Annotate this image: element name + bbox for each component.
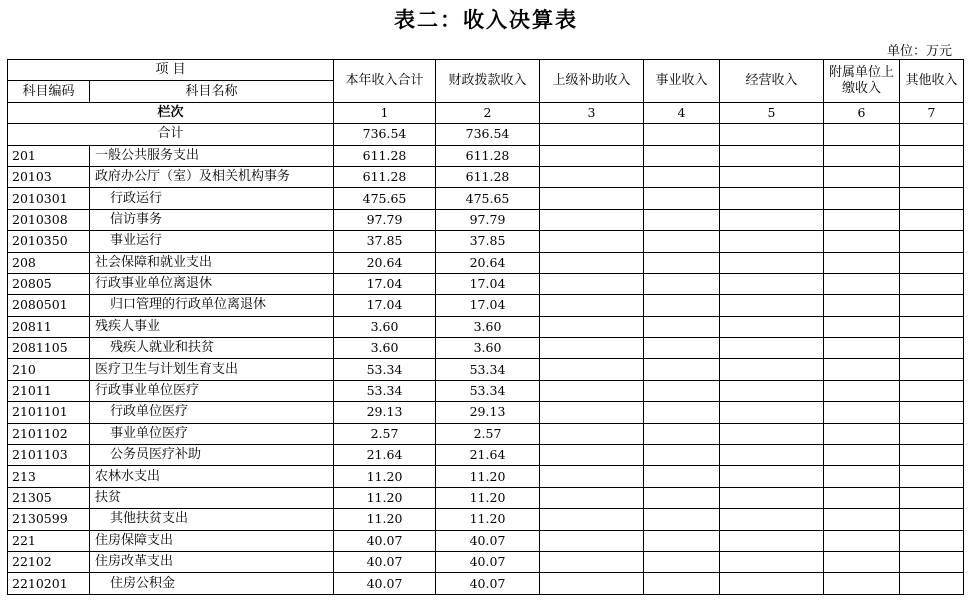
- index-5: 5: [720, 102, 824, 123]
- row-col5: [720, 316, 824, 337]
- row-col1: 40.07: [334, 573, 436, 594]
- row-code: 201: [8, 145, 90, 166]
- header-col1: 本年收入合计: [334, 60, 436, 103]
- row-col5: [720, 423, 824, 444]
- row-code: 2010301: [8, 188, 90, 209]
- row-col5: [720, 573, 824, 594]
- row-col2: 53.34: [436, 359, 540, 380]
- row-col2: 40.07: [436, 530, 540, 551]
- row-name: 其他扶贫支出: [90, 509, 334, 530]
- row-name: 扶贫: [90, 487, 334, 508]
- table-row: [8, 338, 964, 359]
- row-col4: [644, 530, 720, 551]
- total-col3: [540, 124, 644, 145]
- row-name: 残疾人事业: [90, 316, 334, 337]
- row-col7: [900, 445, 964, 466]
- row-col3: [540, 423, 644, 444]
- row-col4: [644, 359, 720, 380]
- table-row: [8, 209, 964, 230]
- row-col4: [644, 316, 720, 337]
- row-col1: 20.64: [334, 252, 436, 273]
- row-col7: [900, 509, 964, 530]
- row-col4: [644, 573, 720, 594]
- row-col1: 21.64: [334, 445, 436, 466]
- row-col4: [644, 188, 720, 209]
- table-row: [8, 316, 964, 337]
- row-code: 2101102: [8, 423, 90, 444]
- row-col3: [540, 573, 644, 594]
- total-col2: 736.54: [436, 124, 540, 145]
- row-col1: 3.60: [334, 316, 436, 337]
- table-row: [8, 166, 964, 187]
- row-col4: [644, 273, 720, 294]
- row-col5: [720, 295, 824, 316]
- row-col6: [824, 145, 900, 166]
- row-col3: [540, 487, 644, 508]
- index-label: 栏次: [8, 102, 334, 123]
- row-name: 住房保障支出: [90, 530, 334, 551]
- row-col5: [720, 466, 824, 487]
- row-col7: [900, 252, 964, 273]
- row-col2: 475.65: [436, 188, 540, 209]
- row-col2: 40.07: [436, 573, 540, 594]
- row-col1: 53.34: [334, 359, 436, 380]
- row-col6: [824, 487, 900, 508]
- income-table: [7, 59, 964, 595]
- total-col4: [644, 124, 720, 145]
- row-col1: 3.60: [334, 338, 436, 359]
- row-code: 2010308: [8, 209, 90, 230]
- row-col5: [720, 145, 824, 166]
- total-col5: [720, 124, 824, 145]
- row-col6: [824, 551, 900, 572]
- row-col6: [824, 466, 900, 487]
- table-row: [8, 380, 964, 401]
- row-name: 事业单位医疗: [90, 423, 334, 444]
- row-col6: [824, 423, 900, 444]
- row-code: 22102: [8, 551, 90, 572]
- row-name: 公务员医疗补助: [90, 445, 334, 466]
- row-col7: [900, 295, 964, 316]
- header-item: 项 目: [8, 60, 334, 81]
- row-col6: [824, 295, 900, 316]
- row-col7: [900, 316, 964, 337]
- row-col4: [644, 145, 720, 166]
- table-row: [8, 145, 964, 166]
- row-col7: [900, 466, 964, 487]
- row-col3: [540, 530, 644, 551]
- row-col1: 2.57: [334, 423, 436, 444]
- total-col1: 736.54: [334, 124, 436, 145]
- row-name: 医疗卫生与计划生育支出: [90, 359, 334, 380]
- row-col6: [824, 231, 900, 252]
- row-col2: 11.20: [436, 487, 540, 508]
- row-col5: [720, 530, 824, 551]
- row-name: 残疾人就业和扶贫: [90, 338, 334, 359]
- row-col2: 20.64: [436, 252, 540, 273]
- row-code: 208: [8, 252, 90, 273]
- row-col6: [824, 530, 900, 551]
- total-label: 合计: [8, 124, 334, 145]
- row-col6: [824, 252, 900, 273]
- row-col7: [900, 573, 964, 594]
- table-row: [8, 295, 964, 316]
- header-col6: 附属单位上缴收入: [824, 60, 900, 103]
- row-code: 21011: [8, 380, 90, 401]
- row-col6: [824, 338, 900, 359]
- row-col3: [540, 145, 644, 166]
- row-col2: 97.79: [436, 209, 540, 230]
- header-col7: 其他收入: [900, 60, 964, 103]
- row-col6: [824, 359, 900, 380]
- header-code: 科目编码: [8, 81, 90, 102]
- row-col5: [720, 402, 824, 423]
- row-name: 农林水支出: [90, 466, 334, 487]
- row-col6: [824, 573, 900, 594]
- row-col5: [720, 487, 824, 508]
- row-col2: 11.20: [436, 466, 540, 487]
- row-name: 行政事业单位医疗: [90, 380, 334, 401]
- row-code: 2081105: [8, 338, 90, 359]
- row-code: 2130599: [8, 509, 90, 530]
- row-col4: [644, 445, 720, 466]
- row-col2: 3.60: [436, 338, 540, 359]
- table-row: [8, 273, 964, 294]
- row-name: 住房公积金: [90, 573, 334, 594]
- total-col7: [900, 124, 964, 145]
- row-col4: [644, 231, 720, 252]
- table-row: [8, 509, 964, 530]
- unit-label: 单位：万元: [886, 44, 952, 59]
- table-row: [8, 231, 964, 252]
- row-col3: [540, 466, 644, 487]
- row-col4: [644, 166, 720, 187]
- row-code: 2101101: [8, 402, 90, 423]
- table-row: [8, 188, 964, 209]
- row-col1: 17.04: [334, 295, 436, 316]
- row-col1: 611.28: [334, 166, 436, 187]
- row-col3: [540, 188, 644, 209]
- row-col6: [824, 209, 900, 230]
- header-row-1: [8, 60, 964, 81]
- row-code: 20811: [8, 316, 90, 337]
- table-row: [8, 445, 964, 466]
- row-col7: [900, 551, 964, 572]
- table-row: [8, 423, 964, 444]
- row-name: 信访事务: [90, 209, 334, 230]
- row-col4: [644, 551, 720, 572]
- header-name: 科目名称: [90, 81, 334, 102]
- header-col5: 经营收入: [720, 60, 824, 103]
- row-col3: [540, 380, 644, 401]
- row-col7: [900, 273, 964, 294]
- row-col3: [540, 338, 644, 359]
- header-col2: 财政拨款收入: [436, 60, 540, 103]
- row-col6: [824, 316, 900, 337]
- row-col7: [900, 423, 964, 444]
- row-col7: [900, 188, 964, 209]
- row-code: 2010350: [8, 231, 90, 252]
- row-col5: [720, 252, 824, 273]
- row-col7: [900, 209, 964, 230]
- row-col2: 21.64: [436, 445, 540, 466]
- row-col3: [540, 273, 644, 294]
- row-col5: [720, 359, 824, 380]
- row-col1: 11.20: [334, 466, 436, 487]
- row-col5: [720, 445, 824, 466]
- row-col3: [540, 402, 644, 423]
- row-col3: [540, 316, 644, 337]
- row-col2: 37.85: [436, 231, 540, 252]
- row-col4: [644, 466, 720, 487]
- row-col2: 2.57: [436, 423, 540, 444]
- row-col3: [540, 551, 644, 572]
- table-row: [8, 530, 964, 551]
- row-col1: 11.20: [334, 487, 436, 508]
- index-3: 3: [540, 102, 644, 123]
- row-col1: 11.20: [334, 509, 436, 530]
- row-col2: 611.28: [436, 145, 540, 166]
- row-col4: [644, 402, 720, 423]
- row-col5: [720, 231, 824, 252]
- total-row: [8, 124, 964, 145]
- table-row: [8, 487, 964, 508]
- row-col1: 97.79: [334, 209, 436, 230]
- row-col5: [720, 273, 824, 294]
- table-row: [8, 252, 964, 273]
- row-name: 行政事业单位离退休: [90, 273, 334, 294]
- row-col2: 17.04: [436, 295, 540, 316]
- row-col1: 53.34: [334, 380, 436, 401]
- row-name: 归口管理的行政单位离退休: [90, 295, 334, 316]
- row-col7: [900, 380, 964, 401]
- table-row: [8, 359, 964, 380]
- row-name: 行政单位医疗: [90, 402, 334, 423]
- row-col3: [540, 295, 644, 316]
- row-col7: [900, 530, 964, 551]
- row-col6: [824, 509, 900, 530]
- row-name: 政府办公厅（室）及相关机构事务: [90, 166, 334, 187]
- row-col1: 40.07: [334, 530, 436, 551]
- row-col7: [900, 487, 964, 508]
- row-col5: [720, 551, 824, 572]
- page-title: 表二：收入决算表: [394, 7, 578, 32]
- row-code: 213: [8, 466, 90, 487]
- row-col4: [644, 380, 720, 401]
- row-name: 行政运行: [90, 188, 334, 209]
- row-col2: 11.20: [436, 509, 540, 530]
- row-col5: [720, 188, 824, 209]
- row-col4: [644, 295, 720, 316]
- row-col7: [900, 231, 964, 252]
- row-name: 社会保障和就业支出: [90, 252, 334, 273]
- row-code: 20805: [8, 273, 90, 294]
- row-col7: [900, 338, 964, 359]
- row-col6: [824, 188, 900, 209]
- table-row: [8, 466, 964, 487]
- row-col1: 475.65: [334, 188, 436, 209]
- row-col1: 611.28: [334, 145, 436, 166]
- row-col3: [540, 445, 644, 466]
- row-col1: 17.04: [334, 273, 436, 294]
- row-col2: 53.34: [436, 380, 540, 401]
- index-7: 7: [900, 102, 964, 123]
- row-col6: [824, 380, 900, 401]
- row-col4: [644, 252, 720, 273]
- row-col2: 40.07: [436, 551, 540, 572]
- row-col6: [824, 402, 900, 423]
- row-col4: [644, 509, 720, 530]
- row-col1: 37.85: [334, 231, 436, 252]
- row-col3: [540, 166, 644, 187]
- row-col5: [720, 166, 824, 187]
- row-code: 221: [8, 530, 90, 551]
- row-code: 21305: [8, 487, 90, 508]
- row-code: 2210201: [8, 573, 90, 594]
- row-col3: [540, 359, 644, 380]
- row-col4: [644, 487, 720, 508]
- row-col6: [824, 273, 900, 294]
- table-row: [8, 551, 964, 572]
- row-col4: [644, 338, 720, 359]
- row-col1: 29.13: [334, 402, 436, 423]
- row-col7: [900, 166, 964, 187]
- row-code: 2101103: [8, 445, 90, 466]
- row-col3: [540, 252, 644, 273]
- header-col4: 事业收入: [644, 60, 720, 103]
- total-col6: [824, 124, 900, 145]
- row-col6: [824, 445, 900, 466]
- row-code: 210: [8, 359, 90, 380]
- row-col2: 29.13: [436, 402, 540, 423]
- row-name: 事业运行: [90, 231, 334, 252]
- table-row: [8, 573, 964, 594]
- row-name: 住房改革支出: [90, 551, 334, 572]
- row-col5: [720, 338, 824, 359]
- header-col3: 上级补助收入: [540, 60, 644, 103]
- index-row: [8, 102, 964, 123]
- row-col4: [644, 209, 720, 230]
- row-col5: [720, 209, 824, 230]
- row-col2: 611.28: [436, 166, 540, 187]
- row-col1: 40.07: [334, 551, 436, 572]
- row-col7: [900, 145, 964, 166]
- row-col3: [540, 231, 644, 252]
- row-col7: [900, 402, 964, 423]
- row-col7: [900, 359, 964, 380]
- row-col2: 3.60: [436, 316, 540, 337]
- index-2: 2: [436, 102, 540, 123]
- row-col4: [644, 423, 720, 444]
- index-1: 1: [334, 102, 436, 123]
- row-name: 一般公共服务支出: [90, 145, 334, 166]
- index-4: 4: [644, 102, 720, 123]
- row-col5: [720, 380, 824, 401]
- row-code: 2080501: [8, 295, 90, 316]
- table-row: [8, 402, 964, 423]
- index-6: 6: [824, 102, 900, 123]
- row-col5: [720, 509, 824, 530]
- row-code: 20103: [8, 166, 90, 187]
- row-col6: [824, 166, 900, 187]
- row-col2: 17.04: [436, 273, 540, 294]
- row-col3: [540, 509, 644, 530]
- row-col3: [540, 209, 644, 230]
